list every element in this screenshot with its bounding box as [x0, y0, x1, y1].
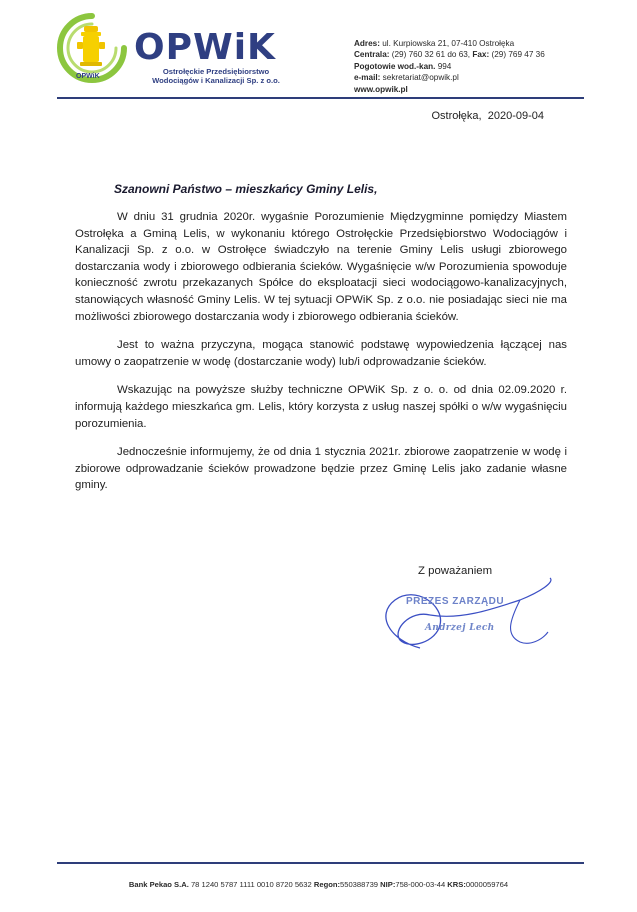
stamp-title: PREZES ZARZĄDU [406, 596, 505, 607]
footer-divider [57, 862, 584, 864]
email-link[interactable]: sekretariat@opwik.pl [382, 73, 459, 83]
logo-subtitle-line-2: Wodociągów i Kanalizacji Sp. z o.o. [152, 76, 280, 85]
email-label: e-mail: [354, 73, 381, 83]
regon-label: Regon: [313, 880, 341, 889]
krs-label: KRS: [447, 880, 466, 889]
paragraph-4: Jednocześnie informujemy, że od dnia 1 stycznia 2021r. zbiorowe zaopatrzenie w wodę i zbiorowe odprowadzanie ścieków prowadzone będzie przez Gminę Lelis jako zadanie własne gminy. [75, 446, 567, 492]
paragraph-2: Jest to ważna przyczyna, mogąca stanowić podstawę wypowiedzenia łączącej nas umowy o zaopatrzenie w wodę (dostarczanie wody) lub/i odprowadzanie ścieków. [75, 339, 567, 368]
address-value: ul. Kurpiowska 21, 07-410 Ostrołęka [382, 39, 515, 48]
krs-value: 0000059764 [465, 880, 509, 889]
nip-label: NIP: [380, 880, 396, 889]
logo-subtitle-line-1: Ostrołęckie Przedsiębiorstwo [162, 67, 270, 76]
address-label: Adres: [354, 39, 380, 48]
hydrant-emblem-icon [50, 12, 134, 84]
footer-bank-info [0, 880, 637, 889]
bank-label: Bank Pekao S.A. [128, 880, 189, 889]
emergency-value: 994 [437, 61, 452, 71]
website-line [354, 84, 545, 95]
phone-label: Centrala: [354, 50, 390, 60]
email-line [354, 72, 545, 83]
date-line [431, 110, 544, 122]
letter-body [75, 209, 567, 506]
emergency-line [354, 61, 545, 72]
closing-text: Z poważaniem [418, 565, 493, 577]
salutation: Szanowni Państwo – mieszkańcy Gminy Lelis, [114, 182, 378, 196]
handwritten-signature [370, 570, 560, 660]
paragraph-1: W dniu 31 grudnia 2020r. wygaśnie Porozumienie Międzygminne pomiędzy Miastem Ostrołęka a Gminą Lelis, w wykonaniu którego Ostrołęckie Przedsiębiorstwo Wodociągów i Kanalizacji Sp. z o.o. w Ostrołęce świadczyło na terenie Gminy Lelis usługi zbiorowego dostarczania wody i zbiorowego odbierania ścieków. Wygaśnięcie w/w Porozumienia spowoduje konieczność zwrotu przekazanych Spółce do eksploatacji sieci wodociągowo-kanalizacyjnych, stanowiących własność Gminy Lelis. W tej sytuacji OPWiK Sp. z o.o. nie posiadając sieci nie ma możliwości zbiorowego dostarczania wody i zbiorowego odbierania ścieków. [75, 211, 567, 323]
header-divider [57, 97, 584, 99]
emergency-label: Pogotowie wod.-kan. [354, 61, 436, 71]
logo-wordmark: OPWiK [134, 27, 276, 68]
phone-line [354, 49, 545, 60]
paragraph-3: Wskazując na powyższe służby techniczne OPWiK Sp. z o. o. od dnia 02.09.2020 r. informują każdego mieszkańca gm. Lelis, który korzysta z usług naszej spółki o w/w wygaśnięciu porozumienia. [75, 384, 567, 430]
bank-account: 78 1240 5787 1111 0010 8720 5632 [190, 880, 312, 889]
stamp-name: Andrzej Lech [425, 623, 495, 633]
nip-value: 758-000-03-44 [395, 880, 446, 889]
contact-block [354, 38, 545, 95]
phone-value: (29) 760 32 61 do 63, [391, 50, 471, 60]
website-link[interactable]: www.opwik.pl [354, 84, 408, 94]
logo-subtitle [136, 67, 296, 85]
letter-city: Ostrołęka, [431, 110, 482, 122]
letter-date: 2020-09-04 [487, 110, 544, 122]
fax-value: (29) 769 47 36 [491, 50, 545, 60]
regon-value: 550388739 [340, 880, 379, 889]
company-logo [50, 12, 300, 84]
fax-label: Fax: [472, 50, 490, 60]
logo-small-text: OPWiK [76, 73, 100, 80]
address-line [354, 38, 545, 49]
